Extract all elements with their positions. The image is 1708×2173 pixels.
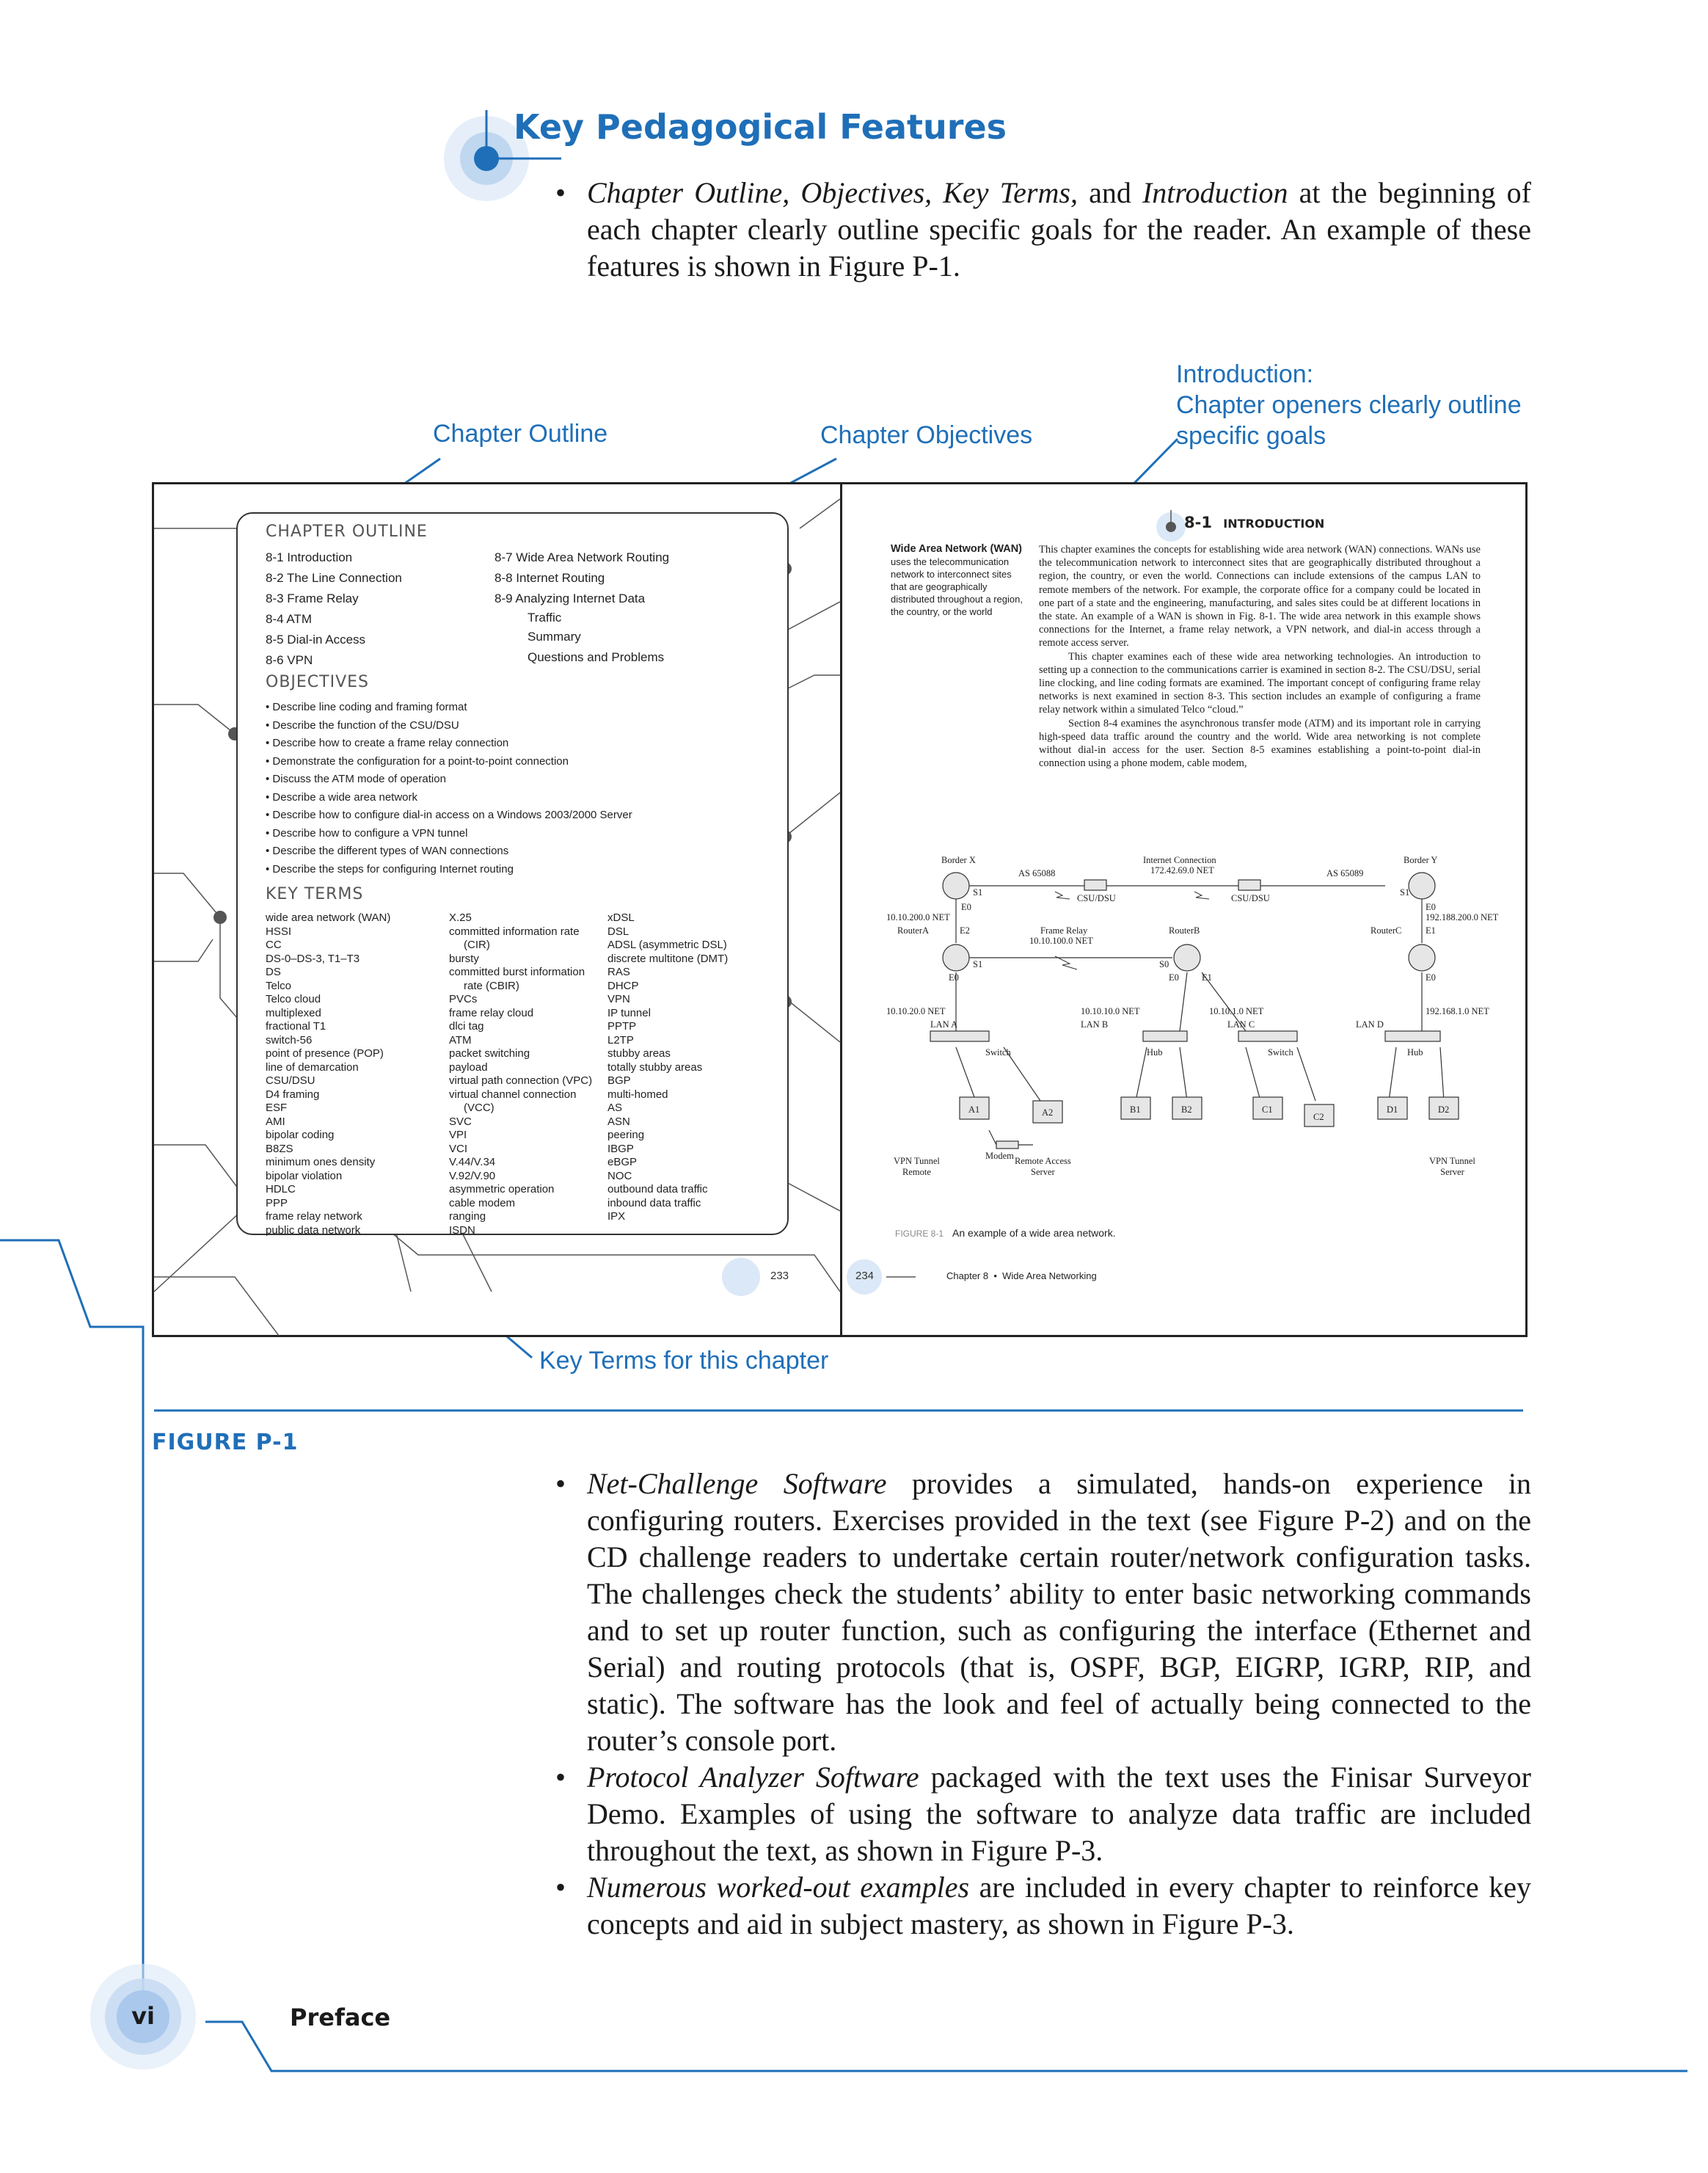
label-border-y: Border Y xyxy=(1404,855,1438,865)
keyterm: switch-56 xyxy=(266,1033,313,1047)
label-router-b: RouterB xyxy=(1169,925,1200,936)
keyterm: virtual path connection (VPC) xyxy=(449,1074,593,1087)
keyterm: bipolar violation xyxy=(266,1169,343,1182)
label-net-100: 10.10.100.0 NET xyxy=(1029,936,1093,946)
keyterm: CC xyxy=(266,939,282,951)
outline-item: 8-3 Frame Relay xyxy=(266,592,359,605)
keyterm: line of demarcation xyxy=(266,1060,359,1074)
label-router-a: RouterA xyxy=(897,925,930,936)
keyterm: point of presence (POP) xyxy=(266,1047,384,1060)
keyterm: public data network xyxy=(266,1223,361,1237)
label-e0-c: E0 xyxy=(1426,972,1436,983)
keyterm: D4 framing xyxy=(266,1088,320,1101)
label-pc-b1: B1 xyxy=(1130,1104,1141,1115)
label-lan-c: LAN C xyxy=(1227,1019,1255,1030)
keyterm: PPP xyxy=(266,1196,288,1209)
right-page-number: 234 xyxy=(855,1270,875,1282)
objective-item: • Describe how to create a frame relay connection xyxy=(266,737,509,749)
keyterm: asymmetric operation xyxy=(449,1183,555,1195)
keyterm: virtual channel connection xyxy=(449,1088,577,1101)
label-e1-y: E1 xyxy=(1426,925,1436,936)
objective-item: • Describe a wide area network xyxy=(266,790,418,804)
callout-chapter-outline: Chapter Outline xyxy=(433,420,608,448)
outline-title: CHAPTER OUTLINE xyxy=(266,523,428,541)
keyterm: discrete multitone (DMT) xyxy=(607,952,729,965)
label-vpn-remote: VPN Tunnel Remote xyxy=(894,1156,940,1177)
bullet-list-top xyxy=(555,175,1531,285)
keyterm: VCI xyxy=(449,1142,468,1155)
keyterm: bursty xyxy=(449,952,479,965)
label-s0-b: S0 xyxy=(1159,959,1169,969)
label-modem: Modem xyxy=(985,1151,1014,1161)
keyterm: SVC xyxy=(449,1115,472,1128)
keyterm: payload xyxy=(449,1060,488,1074)
label-lan-d: LAN D xyxy=(1356,1019,1384,1030)
outline-item: 8-7 Wide Area Network Routing xyxy=(494,550,670,564)
keyterm: (CIR) xyxy=(464,939,490,951)
keyterm: packet switching xyxy=(449,1047,530,1060)
keyterm: V.92/V.90 xyxy=(449,1169,496,1182)
wan-diagram xyxy=(886,855,1499,1215)
keyterm: multi-homed xyxy=(607,1088,668,1101)
label-switch-c: Switch xyxy=(1268,1047,1293,1058)
keyterm: multiplexed xyxy=(266,1006,321,1019)
keyterm: NOC xyxy=(607,1169,632,1182)
keyterm: PPTP xyxy=(607,1020,637,1033)
label-e1-b: E1 xyxy=(1202,972,1212,983)
right-page xyxy=(842,484,1525,1336)
objective-item: • Describe line coding and framing format xyxy=(266,701,467,713)
keyterm: VPI xyxy=(449,1129,467,1141)
label-pc-a2: A2 xyxy=(1042,1107,1054,1118)
body-paragraph: This chapter examines each of these wide area networking technologies. An introduction to setting up a connection to the communications carrier is examined in section 8-2. The CSU/DSU, serial line clocking, and line coding formats are examined. The important concept of configuring frame relay networks is next examined in section 8-3. This section includes an example of configuring a frame relay network within a simulated Telco “cloud.” xyxy=(1039,650,1481,716)
label-net-200: 10.10.200.0 NET xyxy=(886,912,950,922)
bullet-item: • Numerous worked-out examples are included in every chapter to reinforce key concepts and aid in subject mastery, as shown in Figure P-3. xyxy=(555,1869,1531,1943)
keyterm: HDLC xyxy=(266,1183,296,1195)
outline-item: Traffic xyxy=(528,611,562,625)
label-internet-conn: Internet Connection xyxy=(1143,855,1216,865)
keyterm: DSL xyxy=(607,925,629,938)
keyterm: HSSI xyxy=(266,925,292,938)
bullet-list-bottom xyxy=(555,1466,1531,1943)
objective-item: • Discuss the ATM mode of operation xyxy=(266,773,446,785)
keyterm: ISDN xyxy=(449,1223,475,1237)
label-csudsu-2: CSU/DSU xyxy=(1231,893,1270,903)
label-net-10: 10.10.10.0 NET xyxy=(1081,1006,1140,1016)
keyterm: eBGP xyxy=(607,1156,638,1168)
label-pc-d2: D2 xyxy=(1438,1104,1450,1115)
label-vpn-server: VPN Tunnel Server xyxy=(1429,1156,1475,1177)
keyterm: committed burst information xyxy=(449,966,585,978)
keyterms-col3 xyxy=(607,911,728,1224)
figure-caption xyxy=(895,1227,1116,1240)
keyterm: BGP xyxy=(607,1074,631,1087)
objectives-list xyxy=(266,699,632,878)
bullet-item: • Chapter Outline, Objectives, Key Terms, and Introduction at the beginning of each chapter clearly outline specific goals for the reader. An example of these features is shown in Figure P-1. xyxy=(555,175,1531,285)
keyterm: PVCs xyxy=(449,993,478,1005)
body-paragraph: Section 8-4 examines the asynchronous transfer mode (ATM) and its important role in carrying high-speed data traffic around the country and the world. Wide area networking is not complete without dial-in access for the user. Section 8-5 examines establishing a point-to-point dial-in connection using a phone modem, cable modem, xyxy=(1039,717,1481,770)
label-hub-d: Hub xyxy=(1407,1047,1423,1058)
label-s1-a: S1 xyxy=(973,959,983,969)
keyterm: dlci tag xyxy=(449,1020,484,1033)
label-pc-c1: C1 xyxy=(1262,1104,1273,1115)
label-pc-c2: C2 xyxy=(1313,1112,1324,1122)
keyterm: rate (CBIR) xyxy=(464,979,519,992)
margin-term: Wide Area Network (WAN) xyxy=(891,543,1022,555)
objective-item: • Demonstrate the configuration for a point-to-point connection xyxy=(266,754,569,768)
label-internet-net: 172.42.69.0 NET xyxy=(1150,865,1214,876)
label-pc-b2: B2 xyxy=(1181,1104,1192,1115)
label-pc-a1: A1 xyxy=(968,1104,980,1115)
callout-introduction: Introduction: Chapter openers clearly outline specific goals xyxy=(1176,360,1522,450)
keyterm: AS xyxy=(607,1102,623,1114)
section-number: 8-1 xyxy=(1184,514,1212,531)
label-e0-y: E0 xyxy=(1426,902,1436,912)
keyterm: wide area network (WAN) xyxy=(266,911,391,924)
keyterm: DS-0–DS-3, T1–T3 xyxy=(266,952,360,965)
label-lan-b: LAN B xyxy=(1081,1019,1109,1030)
keyterm: ESF xyxy=(266,1102,288,1114)
keyterm: IP tunnel xyxy=(607,1006,651,1019)
keyterm: outbound data traffic xyxy=(607,1183,708,1195)
body-paragraph: This chapter examines the concepts for establishing wide area network (WAN) connections. WANs use the telecommunication network to interconnect sites that are geographically distributed throughout a region, the country, or even the world. Connections can include extensions of the campus LAN to remote members of the network. For example, the corporate office for a company could be located in one part of a state and the engineering, manufacturing, and sales sites could be at different locations in the state. An example of a WAN is shown in Fig. 8-1. The wide area network in this example shows connections for the Internet, a frame relay network, a VPN network, and dial-in access through a remote access server. xyxy=(1039,544,1481,649)
keyterms-title: KEY TERMS xyxy=(266,885,364,903)
keyterm: AMI xyxy=(266,1115,285,1128)
label-s1-x: S1 xyxy=(973,887,983,898)
bullet-item: • Protocol Analyzer Software packaged with the text uses the Finisar Surveyor Demo. Examples of using the software to analyze data traffic are included throughout the text, as shown in Figure P-3. xyxy=(555,1759,1531,1869)
keyterm: Telco cloud xyxy=(266,993,321,1005)
objective-item: • Describe how to configure dial-in access on a Windows 2003/2000 Server xyxy=(266,809,632,821)
keyterm: committed information rate xyxy=(449,925,580,938)
label-router-c: RouterC xyxy=(1371,925,1402,936)
left-page-number: 233 xyxy=(770,1270,789,1282)
label-net-1: 10.10.1.0 NET xyxy=(1209,1006,1264,1016)
keyterm: ATM xyxy=(449,1033,472,1047)
keyterm: fractional T1 xyxy=(266,1020,326,1033)
keyterm: ranging xyxy=(449,1210,486,1223)
outline-col1 xyxy=(266,547,402,671)
label-switch-a: Switch xyxy=(985,1047,1011,1058)
label-csudsu-1: CSU/DSU xyxy=(1077,893,1116,903)
label-as2: AS 65089 xyxy=(1326,868,1364,878)
label-pc-d1: D1 xyxy=(1387,1104,1398,1115)
keyterm: (VCC) xyxy=(464,1102,494,1114)
keyterm: ASN xyxy=(607,1115,630,1128)
running-head: Chapter 8 • Wide Area Networking xyxy=(946,1270,1097,1281)
margin-definition: uses the telecommunication network to interconnect sites that are geographically distributed throughout a region, the country, or the world xyxy=(891,556,1023,617)
callout-key-terms: Key Terms for this chapter xyxy=(539,1347,829,1375)
keyterm: VPN xyxy=(607,993,630,1005)
outline-col2 xyxy=(494,547,669,668)
outline-item: 8-1 Introduction xyxy=(266,550,353,564)
intro-body xyxy=(1039,543,1481,770)
keyterm: DHCP xyxy=(607,979,639,992)
keyterm: minimum ones density xyxy=(266,1156,376,1168)
keyterm: DS xyxy=(266,966,281,978)
keyterm: RAS xyxy=(607,966,630,978)
section-title: INTRODUCTION xyxy=(1223,517,1325,531)
keyterm: inbound data traffic xyxy=(607,1196,701,1209)
label-border-x: Border X xyxy=(941,855,976,865)
keyterm: IPX xyxy=(607,1210,626,1223)
label-net-20: 10.10.20.0 NET xyxy=(886,1006,946,1016)
keyterm: peering xyxy=(607,1129,645,1141)
label-lan-a: LAN A xyxy=(930,1019,958,1030)
outline-item: 8-4 ATM xyxy=(266,612,312,626)
outline-item: Summary xyxy=(528,630,581,644)
figure-book-spread xyxy=(152,482,1528,1337)
figure-label: FIGURE P-1 xyxy=(152,1430,299,1455)
section-title-line xyxy=(1184,514,1324,531)
outline-item: Questions and Problems xyxy=(528,650,665,664)
callout-chapter-objectives: Chapter Objectives xyxy=(820,421,1033,449)
chapter-opener-card xyxy=(236,512,789,1235)
keyterm: X.25 xyxy=(449,911,472,924)
label-frame-relay: Frame Relay xyxy=(1040,925,1088,936)
margin-note xyxy=(891,543,1023,618)
keyterm: cable modem xyxy=(449,1196,516,1209)
label-net-168: 192.168.1.0 NET xyxy=(1426,1006,1489,1016)
label-net-192-188: 192.188.200.0 NET xyxy=(1426,912,1499,922)
keyterm: V.44/V.34 xyxy=(449,1156,496,1168)
figure-caption-text: An example of a wide area network. xyxy=(952,1227,1116,1239)
section-heading: Key Pedagogical Features xyxy=(514,107,1007,147)
objectives-title: OBJECTIVES xyxy=(266,673,370,691)
label-e0-x: E0 xyxy=(961,902,971,912)
keyterm: stubby areas xyxy=(607,1047,671,1060)
label-e2: E2 xyxy=(960,925,970,936)
keyterm: IBGP xyxy=(607,1142,634,1155)
bullet-item: • Net-Challenge Software provides a simulated, hands-on experience in configuring routers. Exercises provided in the text (see Figure P-2) and on the CD challenge readers to undertake certain router/network configuration tasks. The challenges check the students’ ability to enter basic networking commands and to set up router function, such as configuring the interface (Ethernet and Serial) and routing protocols (that is, OSPF, BGP, EIGRP, IGRP, RIP, and static). The software has the look and feel of actually being connected to the router’s console port. xyxy=(555,1466,1531,1759)
outline-item: 8-9 Analyzing Internet Data xyxy=(494,592,646,605)
label-as1: AS 65088 xyxy=(1018,868,1056,878)
objective-item: • Describe the steps for configuring Internet routing xyxy=(266,862,514,876)
label-remote-access: Remote Access Server xyxy=(1015,1156,1071,1177)
keyterm: L2TP xyxy=(607,1033,634,1047)
objective-item: • Describe the different types of WAN connections xyxy=(266,845,509,857)
keyterm: Telco xyxy=(266,979,292,992)
keyterms-col2 xyxy=(449,911,592,1237)
footer-page-numeral: vi xyxy=(131,2002,155,2030)
keyterm: totally stubby areas xyxy=(607,1060,703,1074)
label-hub-b: Hub xyxy=(1147,1047,1163,1058)
keyterm: B8ZS xyxy=(266,1142,293,1155)
label-e0-b: E0 xyxy=(1169,972,1179,983)
keyterm: frame relay cloud xyxy=(449,1006,534,1019)
outline-item: 8-2 The Line Connection xyxy=(266,571,402,585)
label-s1-y: S1 xyxy=(1400,887,1410,898)
keyterm: xDSL xyxy=(607,911,635,924)
right-page-marker xyxy=(842,484,1525,543)
figure-caption-label: FIGURE 8-1 xyxy=(895,1229,944,1239)
footer-section: Preface xyxy=(290,2003,391,2031)
outline-item: 8-5 Dial-in Access xyxy=(266,633,366,647)
keyterm: CSU/DSU xyxy=(266,1074,315,1087)
objective-item: • Describe the function of the CSU/DSU xyxy=(266,718,459,732)
keyterm: bipolar coding xyxy=(266,1129,335,1141)
outline-item: 8-8 Internet Routing xyxy=(494,571,605,585)
label-e0-a: E0 xyxy=(949,972,959,983)
keyterm: ADSL (asymmetric DSL) xyxy=(607,939,727,951)
wan-diagram-lines xyxy=(886,855,1495,1215)
keyterm: frame relay network xyxy=(266,1210,362,1223)
outline-item: 8-6 VPN xyxy=(266,653,313,667)
keyterms-col1 xyxy=(266,911,390,1237)
objective-item: • Describe how to configure a VPN tunnel xyxy=(266,826,468,840)
